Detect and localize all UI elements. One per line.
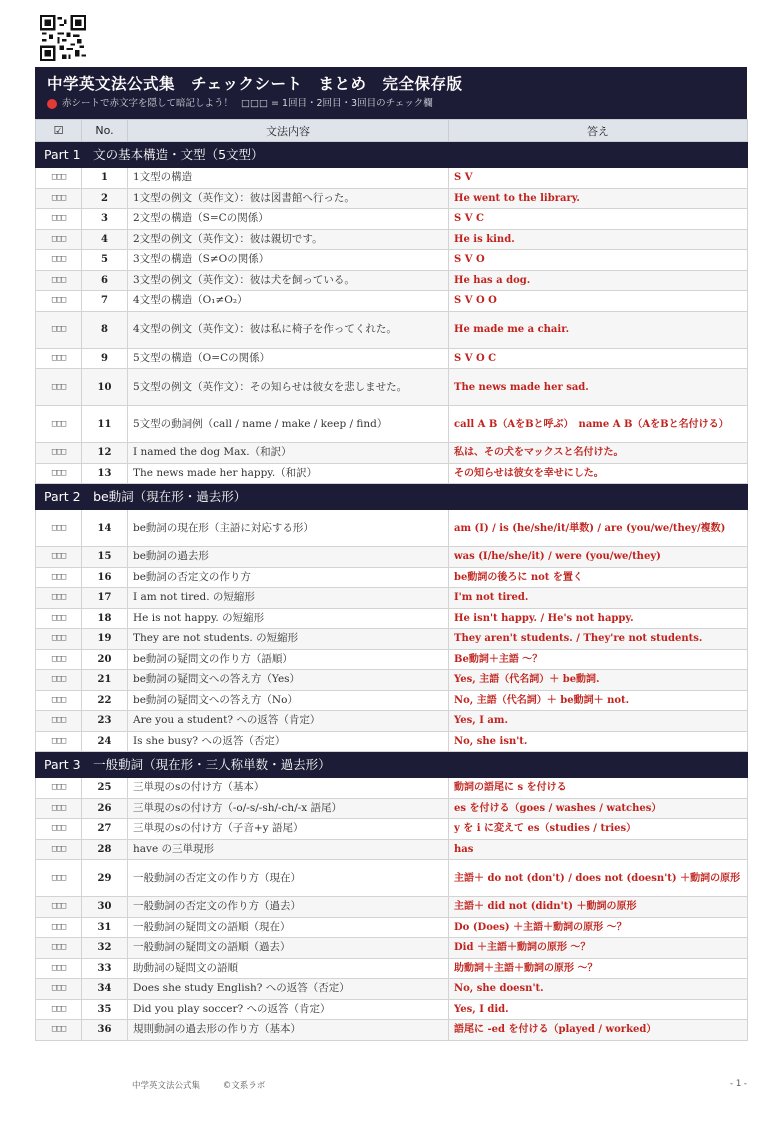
check-boxes[interactable]: □□□ bbox=[36, 567, 82, 588]
grammar-item: Is she busy? への返答（否定） bbox=[128, 731, 449, 752]
grammar-item: have の三単現形 bbox=[128, 839, 449, 860]
table-row bbox=[36, 649, 748, 670]
check-boxes[interactable]: □□□ bbox=[36, 917, 82, 938]
check-boxes[interactable]: □□□ bbox=[36, 311, 82, 348]
row-number: 21 bbox=[82, 670, 128, 691]
answer-text: S V C bbox=[449, 209, 748, 230]
row-number: 29 bbox=[82, 860, 128, 897]
grammar-item: 3文型の構造（S≠Oの関係） bbox=[128, 250, 449, 271]
table-row bbox=[36, 567, 748, 588]
table-row bbox=[36, 917, 748, 938]
answer-text: Yes, 主語（代名詞）＋ be動詞. bbox=[449, 670, 748, 691]
table-row bbox=[36, 690, 748, 711]
grammar-table bbox=[35, 119, 748, 1041]
column-header-no: No. bbox=[82, 120, 128, 142]
grammar-item: be動詞の否定文の作り方 bbox=[128, 567, 449, 588]
qr-code bbox=[40, 15, 86, 61]
answer-text: Be動詞＋主語 〜？ bbox=[449, 649, 748, 670]
row-number: 23 bbox=[82, 711, 128, 732]
row-number: 6 bbox=[82, 270, 128, 291]
answer-text: He isn't happy. / He's not happy. bbox=[449, 608, 748, 629]
page-number: - 1 - bbox=[730, 1079, 747, 1089]
grammar-item: be動詞の疑問文への答え方（No） bbox=[128, 690, 449, 711]
check-boxes[interactable]: □□□ bbox=[36, 979, 82, 1000]
grammar-item: 4文型の構造（O₁≠O₂） bbox=[128, 291, 449, 312]
answer-text: その知らせは彼女を幸せにした。 bbox=[449, 463, 748, 484]
table-row bbox=[36, 938, 748, 959]
row-number: 19 bbox=[82, 629, 128, 650]
table-row bbox=[36, 168, 748, 189]
check-boxes[interactable]: □□□ bbox=[36, 819, 82, 840]
checkbox-legend: □□□ = 1回目・2回目・3回目のチェック欄 bbox=[241, 98, 433, 109]
grammar-item: 規則動詞の過去形の作り方（基本） bbox=[128, 1020, 449, 1041]
red-dot-icon bbox=[47, 99, 57, 109]
check-boxes[interactable]: □□□ bbox=[36, 731, 82, 752]
answer-text: 動詞の語尾に s を付ける bbox=[449, 778, 748, 799]
grammar-item: I am not tired. の短縮形 bbox=[128, 588, 449, 609]
grammar-item: I named the dog Max.（和訳） bbox=[128, 443, 449, 464]
row-number: 30 bbox=[82, 897, 128, 918]
grammar-item: 一般動詞の疑問文の語順（過去） bbox=[128, 938, 449, 959]
footer-book-title: 中学英文法公式集 bbox=[132, 1081, 201, 1091]
row-number: 33 bbox=[82, 958, 128, 979]
row-number: 17 bbox=[82, 588, 128, 609]
answer-text: Do (Does) ＋主語＋動詞の原形 〜？ bbox=[449, 917, 748, 938]
row-number: 15 bbox=[82, 547, 128, 568]
check-boxes[interactable]: □□□ bbox=[36, 510, 82, 547]
table-row bbox=[36, 443, 748, 464]
answer-text: No, 主語（代名詞）＋ be動詞＋ not. bbox=[449, 690, 748, 711]
row-number: 26 bbox=[82, 798, 128, 819]
table-row bbox=[36, 406, 748, 443]
footer-publisher: ©文系ラボ bbox=[222, 1081, 266, 1091]
answer-text: The news made her sad. bbox=[449, 369, 748, 406]
check-boxes[interactable]: □□□ bbox=[36, 897, 82, 918]
check-boxes[interactable]: □□□ bbox=[36, 839, 82, 860]
table-row bbox=[36, 1020, 748, 1041]
answer-text: 主語＋ do not (don't) / does not (doesn't) ＋動詞の原形 bbox=[449, 860, 748, 897]
answer-text: y を i に変えて es（studies / tries） bbox=[449, 819, 748, 840]
table-row bbox=[36, 958, 748, 979]
page-header bbox=[35, 67, 747, 119]
grammar-item: 一般動詞の否定文の作り方（現在） bbox=[128, 860, 449, 897]
check-boxes[interactable]: □□□ bbox=[36, 608, 82, 629]
answer-text: He is kind. bbox=[449, 229, 748, 250]
row-number: 10 bbox=[82, 369, 128, 406]
check-boxes[interactable]: □□□ bbox=[36, 250, 82, 271]
check-boxes[interactable]: □□□ bbox=[36, 463, 82, 484]
row-number: 22 bbox=[82, 690, 128, 711]
page-title: 中学英文法公式集 チェックシート まとめ 完全保存版 bbox=[47, 75, 463, 93]
check-boxes[interactable]: □□□ bbox=[36, 588, 82, 609]
section-title: Part 1 文の基本構造・文型（5文型） bbox=[36, 142, 748, 168]
column-header-answer: 答え bbox=[449, 120, 748, 142]
table-row bbox=[36, 463, 748, 484]
row-number: 1 bbox=[82, 168, 128, 189]
check-boxes[interactable]: □□□ bbox=[36, 547, 82, 568]
check-boxes[interactable]: □□□ bbox=[36, 649, 82, 670]
answer-text: be動詞の後ろに not を置く bbox=[449, 567, 748, 588]
grammar-item: 一般動詞の否定文の作り方（過去） bbox=[128, 897, 449, 918]
row-number: 31 bbox=[82, 917, 128, 938]
check-boxes[interactable]: □□□ bbox=[36, 406, 82, 443]
grammar-item: be動詞の疑問文の作り方（語順） bbox=[128, 649, 449, 670]
grammar-item: be動詞の現在形（主語に対応する形） bbox=[128, 510, 449, 547]
row-number: 5 bbox=[82, 250, 128, 271]
answer-text: has bbox=[449, 839, 748, 860]
check-boxes[interactable]: □□□ bbox=[36, 209, 82, 230]
table-row bbox=[36, 229, 748, 250]
row-number: 2 bbox=[82, 188, 128, 209]
check-boxes[interactable]: □□□ bbox=[36, 229, 82, 250]
table-row bbox=[36, 250, 748, 271]
answer-text: es を付ける（goes / washes / watches） bbox=[449, 798, 748, 819]
table-row bbox=[36, 608, 748, 629]
check-boxes[interactable]: □□□ bbox=[36, 168, 82, 189]
check-boxes[interactable]: □□□ bbox=[36, 798, 82, 819]
row-number: 20 bbox=[82, 649, 128, 670]
row-number: 32 bbox=[82, 938, 128, 959]
answer-text: Yes, I am. bbox=[449, 711, 748, 732]
row-number: 16 bbox=[82, 567, 128, 588]
table-row bbox=[36, 670, 748, 691]
row-number: 8 bbox=[82, 311, 128, 348]
grammar-item: 5文型の構造（O=Cの関係） bbox=[128, 348, 449, 369]
check-boxes[interactable]: □□□ bbox=[36, 443, 82, 464]
answer-text: S V O C bbox=[449, 348, 748, 369]
grammar-item: Are you a student? への返答（肯定） bbox=[128, 711, 449, 732]
answer-text: Yes, I did. bbox=[449, 999, 748, 1020]
grammar-item: Does she study English? への返答（否定） bbox=[128, 979, 449, 1000]
grammar-item: The news made her happy.（和訳） bbox=[128, 463, 449, 484]
grammar-item: be動詞の疑問文への答え方（Yes） bbox=[128, 670, 449, 691]
table-row bbox=[36, 588, 748, 609]
row-number: 14 bbox=[82, 510, 128, 547]
row-number: 27 bbox=[82, 819, 128, 840]
grammar-item: 3文型の例文（英作文）：彼は犬を飼っている。 bbox=[128, 270, 449, 291]
row-number: 24 bbox=[82, 731, 128, 752]
grammar-item: 4文型の例文（英作文）：彼は私に椅子を作ってくれた。 bbox=[128, 311, 449, 348]
answer-text: 語尾に -ed を付ける（played / worked） bbox=[449, 1020, 748, 1041]
table-row bbox=[36, 188, 748, 209]
table-row bbox=[36, 819, 748, 840]
section-header-row bbox=[36, 142, 748, 168]
table-row bbox=[36, 270, 748, 291]
header-subtitle bbox=[47, 98, 735, 110]
check-boxes[interactable]: □□□ bbox=[36, 348, 82, 369]
table-row bbox=[36, 731, 748, 752]
table-row bbox=[36, 209, 748, 230]
grammar-item: 一般動詞の疑問文の語順（現在） bbox=[128, 917, 449, 938]
answer-text: 主語＋ did not (didn't) ＋動詞の原形 bbox=[449, 897, 748, 918]
check-boxes[interactable]: □□□ bbox=[36, 369, 82, 406]
table-row bbox=[36, 311, 748, 348]
answer-text: He went to the library. bbox=[449, 188, 748, 209]
grammar-item: 5文型の例文（英作文）：その知らせは彼女を悲しませた。 bbox=[128, 369, 449, 406]
table-row bbox=[36, 839, 748, 860]
row-number: 3 bbox=[82, 209, 128, 230]
answer-text: 私は、その犬をマックスと名付けた。 bbox=[449, 443, 748, 464]
section-header-row bbox=[36, 484, 748, 510]
grammar-item: be動詞の過去形 bbox=[128, 547, 449, 568]
section-header-row bbox=[36, 752, 748, 778]
hint-text: 赤シートで赤文字を隠して暗記しよう！ bbox=[62, 98, 234, 109]
table-row bbox=[36, 711, 748, 732]
row-number: 12 bbox=[82, 443, 128, 464]
section-title: Part 3 一般動詞（現在形・三人称単数・過去形） bbox=[36, 752, 748, 778]
check-boxes[interactable]: □□□ bbox=[36, 938, 82, 959]
grammar-item: They are not students. の短縮形 bbox=[128, 629, 449, 650]
check-boxes[interactable]: □□□ bbox=[36, 291, 82, 312]
answer-text: Did ＋主語＋動詞の原形 〜？ bbox=[449, 938, 748, 959]
table-row bbox=[36, 348, 748, 369]
row-number: 9 bbox=[82, 348, 128, 369]
grammar-item: 三単現のsの付け方（子音+y 語尾） bbox=[128, 819, 449, 840]
grammar-item: 1文型の例文（英作文）：彼は図書館へ行った。 bbox=[128, 188, 449, 209]
table-row bbox=[36, 897, 748, 918]
grammar-item: He is not happy. の短縮形 bbox=[128, 608, 449, 629]
grammar-item: 2文型の例文（英作文）：彼は親切です。 bbox=[128, 229, 449, 250]
answer-text: He made me a chair. bbox=[449, 311, 748, 348]
row-number: 4 bbox=[82, 229, 128, 250]
check-boxes[interactable]: □□□ bbox=[36, 860, 82, 897]
check-boxes[interactable]: □□□ bbox=[36, 270, 82, 291]
grammar-item: 三単現のsの付け方（-o/-s/-sh/-ch/-x 語尾） bbox=[128, 798, 449, 819]
section-title: Part 2 be動詞（現在形・過去形） bbox=[36, 484, 748, 510]
grammar-item: 三単現のsの付け方（基本） bbox=[128, 778, 449, 799]
check-boxes[interactable]: □□□ bbox=[36, 778, 82, 799]
row-number: 28 bbox=[82, 839, 128, 860]
check-boxes[interactable]: □□□ bbox=[36, 670, 82, 691]
answer-text: call A B（AをBと呼ぶ） name A B（AをBと名付ける） bbox=[449, 406, 748, 443]
table-row bbox=[36, 798, 748, 819]
column-header-check: ☑ bbox=[36, 120, 82, 142]
answer-text: was (I/he/she/it) / were (you/we/they) bbox=[449, 547, 748, 568]
table-row bbox=[36, 369, 748, 406]
check-boxes[interactable]: □□□ bbox=[36, 1020, 82, 1041]
grammar-item: 5文型の動詞例（call / name / make / keep / find） bbox=[128, 406, 449, 443]
check-boxes[interactable]: □□□ bbox=[36, 958, 82, 979]
check-boxes[interactable]: □□□ bbox=[36, 629, 82, 650]
answer-text: No, she isn't. bbox=[449, 731, 748, 752]
check-boxes[interactable]: □□□ bbox=[36, 690, 82, 711]
answer-text: S V O O bbox=[449, 291, 748, 312]
grammar-item: 2文型の構造（S=Cの関係） bbox=[128, 209, 449, 230]
row-number: 11 bbox=[82, 406, 128, 443]
table-row bbox=[36, 999, 748, 1020]
column-header-content: 文法内容 bbox=[128, 120, 449, 142]
table-header-row bbox=[36, 120, 748, 142]
answer-text: S V bbox=[449, 168, 748, 189]
table-row bbox=[36, 629, 748, 650]
row-number: 36 bbox=[82, 1020, 128, 1041]
row-number: 7 bbox=[82, 291, 128, 312]
answer-text: I'm not tired. bbox=[449, 588, 748, 609]
grammar-item: 助動詞の疑問文の語順 bbox=[128, 958, 449, 979]
table-body bbox=[36, 142, 748, 1041]
table-row bbox=[36, 979, 748, 1000]
row-number: 13 bbox=[82, 463, 128, 484]
answer-text: 助動詞＋主語＋動詞の原形 〜？ bbox=[449, 958, 748, 979]
table-row bbox=[36, 291, 748, 312]
table-row bbox=[36, 510, 748, 547]
row-number: 25 bbox=[82, 778, 128, 799]
check-boxes[interactable]: □□□ bbox=[36, 188, 82, 209]
grammar-item: 1文型の構造 bbox=[128, 168, 449, 189]
answer-text: He has a dog. bbox=[449, 270, 748, 291]
row-number: 18 bbox=[82, 608, 128, 629]
answer-text: S V O bbox=[449, 250, 748, 271]
check-boxes[interactable]: □□□ bbox=[36, 999, 82, 1020]
table-row bbox=[36, 860, 748, 897]
row-number: 35 bbox=[82, 999, 128, 1020]
grammar-item: Did you play soccer? への返答（肯定） bbox=[128, 999, 449, 1020]
answer-text: am (I) / is (he/she/it/単数) / are (you/we/they/複数) bbox=[449, 510, 748, 547]
table-row bbox=[36, 547, 748, 568]
answer-text: No, she doesn't. bbox=[449, 979, 748, 1000]
check-boxes[interactable]: □□□ bbox=[36, 711, 82, 732]
row-number: 34 bbox=[82, 979, 128, 1000]
answer-text: They aren't students. / They're not students. bbox=[449, 629, 748, 650]
table-row bbox=[36, 778, 748, 799]
